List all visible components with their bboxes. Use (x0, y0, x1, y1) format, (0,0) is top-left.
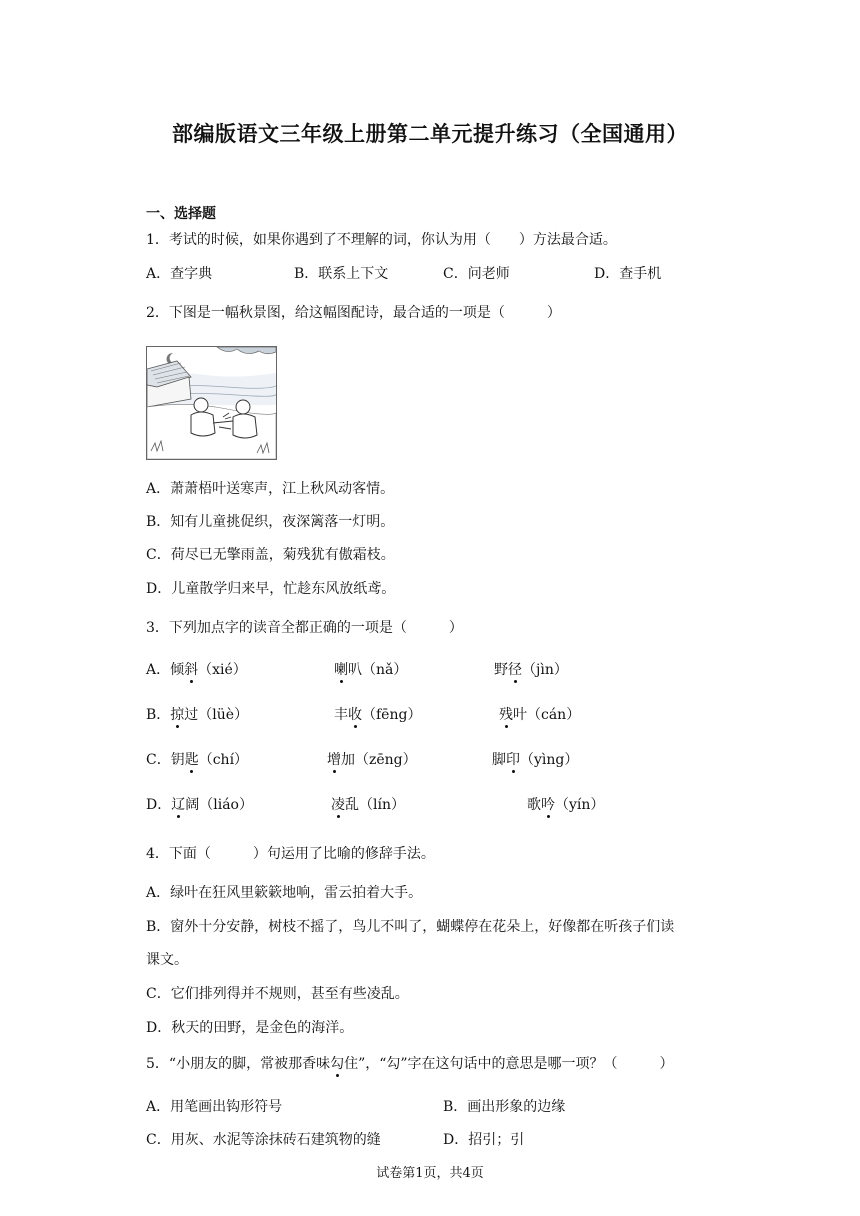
question-3-a-word-2: 喇叭（nǎ） (334, 662, 408, 678)
autumn-scene-image (146, 346, 277, 460)
question-2-option-a: A．萧萧梧叶送寒声，江上秋风动客情。 (146, 481, 395, 497)
question-2-option-c: C．荷尽已无擎雨盖，菊残犹有傲霜枝。 (146, 547, 395, 563)
question-2-stem: 2．下图是一幅秋景图，给这幅图配诗，最合适的一项是（ ） (146, 305, 561, 321)
question-5-option-c: C．用灰、水泥等涂抹砖石建筑物的缝 (146, 1132, 381, 1148)
question-3-d-word-2: 凌乱（lín） (331, 797, 405, 813)
question-3-c-word-1: C．钥匙（chí） (146, 752, 249, 768)
question-4-option-b: B．窗外十分安静，树枝不摇了，鸟儿不叫了，蝴蝶停在花朵上，好像都在听孩子们读 (146, 919, 675, 935)
question-3-a-word-3: 野径（jìn） (494, 662, 568, 678)
question-1-option-c: C．问老师 (443, 266, 510, 282)
question-3-b-word-1: B．掠过（lüè） (146, 707, 249, 723)
question-3-stem: 3．下列加点字的读音全都正确的一项是（ ） (146, 620, 463, 636)
question-4-option-c: C．它们排列得并不规则，甚至有些凌乱。 (146, 986, 409, 1002)
question-4-option-b-cont: 课文。 (146, 952, 188, 968)
question-5-option-d: D．招引；引 (443, 1132, 525, 1148)
question-2-option-b: B．知有儿童挑促织，夜深篱落一灯明。 (146, 514, 395, 530)
question-4-option-d: D．秋天的田野，是金色的海洋。 (146, 1020, 354, 1036)
question-1-option-d: D．查手机 (594, 266, 662, 282)
question-4-stem: 4．下面（ ）句运用了比喻的修辞手法。 (146, 846, 435, 862)
question-1-option-b: B．联系上下文 (294, 266, 389, 282)
question-3-b-word-2: 丰收（fēng） (334, 707, 422, 723)
question-4-option-a: A．绿叶在狂风里簌簌地响，雷云拍着大手。 (146, 885, 423, 901)
question-3-b-word-3: 残叶（cán） (499, 707, 581, 723)
question-5-option-b: B．画出形象的边缘 (443, 1099, 566, 1115)
question-3-a-word-1: A．倾斜（xié） (146, 662, 247, 678)
section-heading: 一、选择题 (146, 206, 216, 222)
page-title: 部编版语文三年级上册第二单元提升练习（全国通用） (172, 121, 688, 146)
question-2-option-d: D．儿童散学归来早，忙趁东风放纸鸢。 (146, 581, 396, 597)
page-footer: 试卷第1页，共4页 (376, 1166, 484, 1181)
question-3-c-word-3: 脚印（yìng） (492, 752, 579, 768)
question-1-stem: 1．考试的时候，如果你遇到了不理解的词，你认为用（ ）方法最合适。 (146, 232, 617, 248)
question-3-d-word-1: D．辽阔（liáo） (146, 797, 253, 813)
question-5-option-a: A．用笔画出钩形符号 (146, 1099, 283, 1115)
question-3-d-word-3: 歌吟（yín） (527, 797, 605, 813)
question-3-c-word-2: 增加（zēng） (327, 752, 417, 768)
question-1-option-a: A．查字典 (146, 266, 213, 282)
question-5-stem: 5．“小朋友的脚，常被那香味勾住”，“勾”字在这句话中的意思是哪一项？（ ） (146, 1056, 674, 1072)
